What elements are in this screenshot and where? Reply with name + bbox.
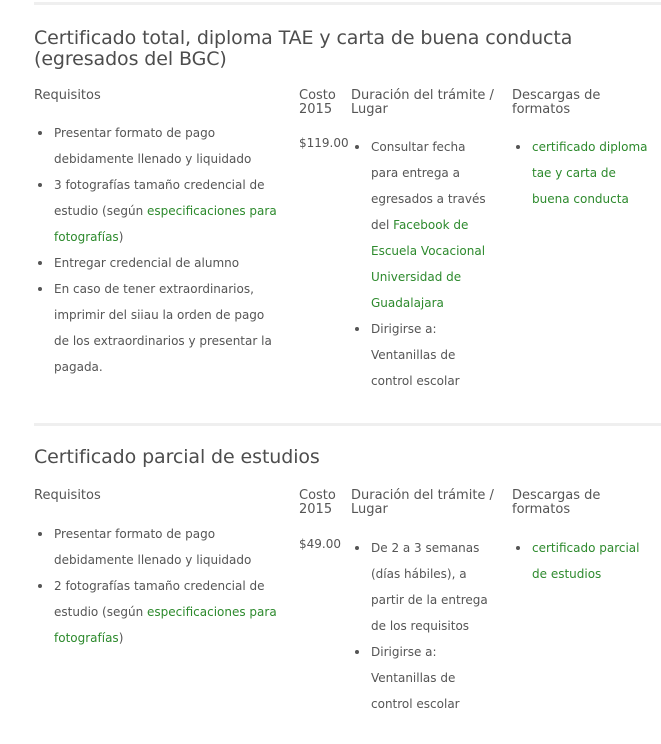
- duracion-list: [351, 535, 491, 717]
- section-certificado-total: [34, 28, 661, 408]
- duracion-list: [351, 134, 491, 394]
- section-certificado-parcial: [34, 447, 661, 737]
- link-descarga-certificado-diploma[interactable]: certificado diploma tae y carta de buena conducta: [532, 140, 648, 206]
- header-duracion: Duración del trámite / Lugar: [351, 488, 494, 517]
- list-item: Dirigirse a: Ventanillas de control escolar: [351, 316, 491, 394]
- descargas-list: [512, 134, 652, 212]
- costo-value: $119.00: [299, 136, 349, 150]
- list-item: Presentar formato de pago debidamente llenado y liquidado: [34, 120, 279, 172]
- section-title: Certificado parcial de estudios: [34, 446, 320, 468]
- list-item: De 2 a 3 semanas (días hábiles), a partir de la entrega de los requisitos: [351, 535, 491, 639]
- list-item: 3 fotografías tamaño credencial de estudio (según especificaciones para fotografías): [34, 172, 279, 250]
- header-requisitos: Requisitos: [34, 488, 101, 503]
- list-item: [512, 134, 652, 212]
- list-item: Consultar fecha para entrega a egresados a través del Facebook de Escuela Vocacional Universidad de Guadalajara: [351, 134, 491, 316]
- header-costo: Costo 2015: [299, 488, 336, 517]
- requisitos-list: [34, 120, 279, 380]
- list-item: Dirigirse a: Ventanillas de control escolar: [351, 639, 491, 717]
- list-item: Presentar formato de pago debidamente llenado y liquidado: [34, 521, 279, 573]
- requisitos-list: [34, 521, 279, 651]
- link-especificaciones-fotografias[interactable]: especificaciones para fotografías: [54, 204, 277, 244]
- header-descargas: Descargas de formatos: [512, 88, 601, 117]
- list-item: Entregar credencial de alumno: [34, 250, 279, 276]
- header-costo: Costo 2015: [299, 88, 336, 117]
- header-requisitos: Requisitos: [34, 88, 101, 103]
- header-descargas: Descargas de formatos: [512, 488, 601, 517]
- section-divider: [34, 423, 661, 426]
- list-item: 2 fotografías tamaño credencial de estudio (según especificaciones para fotografías): [34, 573, 279, 651]
- list-item: [512, 535, 652, 587]
- link-facebook-escuela[interactable]: Facebook de Escuela Vocacional Universidad de Guadalajara: [371, 218, 486, 310]
- header-duracion: Duración del trámite / Lugar: [351, 88, 494, 117]
- top-divider: [34, 2, 661, 5]
- link-especificaciones-fotografias[interactable]: especificaciones para fotografías: [54, 605, 277, 645]
- link-descarga-certificado-parcial[interactable]: certificado parcial de estudios: [532, 541, 640, 581]
- section-title: Certificado total, diploma TAE y carta de buena conducta (egresados del BGC): [34, 27, 573, 70]
- costo-value: $49.00: [299, 537, 341, 551]
- list-item: En caso de tener extraordinarios, imprimir del siiau la orden de pago de los extraordinarios y presentar la pagada.: [34, 276, 279, 380]
- descargas-list: [512, 535, 652, 587]
